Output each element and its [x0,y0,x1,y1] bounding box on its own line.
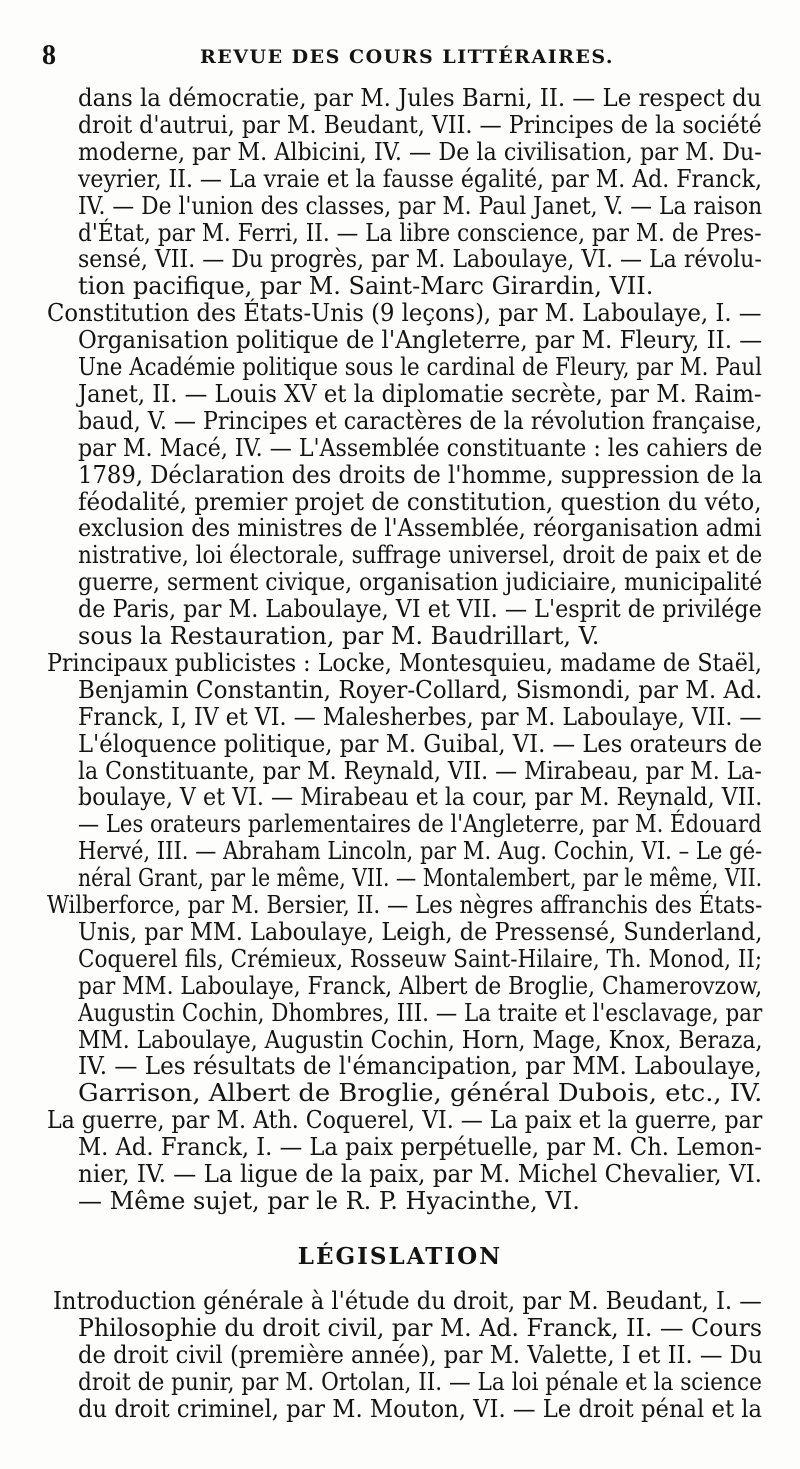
text-line: dans la démocratie, par M. Jules Barni, II. — Le respect du [78,84,762,112]
text-line: Garrison, Albert de Broglie, général Dubois, etc., IV. [78,1079,763,1108]
text-line: féodalité, premier projet de constitution, question du véto, [78,487,762,516]
text-line: nistrative, loi électorale, suffrage universel, droit de paix et de [78,541,763,570]
text-line: néral Grant, par le même, VII. — Montalembert, par le même, VII. [78,864,763,893]
text-line: Introduction générale à l'étude du droit, par M. Beudant, I. — [53,1287,762,1315]
text-line: par M. Macé, IV. — L'Assemblée constituante : les cahiers de [78,433,763,462]
text-line: par MM. Laboulaye, Franck, Albert de Broglie, Chamerovzow, [78,971,763,1000]
text-line: de Paris, par M. Laboulaye, VI et VII. — L'esprit de privilége [78,595,762,624]
text-line: Principaux publicistes : Locke, Montesquieu, madame de Staël, [47,648,762,677]
text-line: Franck, I, IV et VI. — Malesherbes, par M. Laboulaye, VII. — [78,702,762,731]
text-line: nier, IV. — La ligue de la paix, par M. Michel Chevalier, VI. [78,1160,762,1188]
text-line: sensé, VII. — Du progrès, par M. Laboulaye, VI. — La révolu- [78,245,762,274]
text-line: de droit civil (première année), par M. Valette, I et II. — Du [78,1340,763,1369]
text-line: M. Ad. Franck, I. — La paix perpétuelle, par M. Ch. Lemon- [78,1133,762,1162]
text-line: 1789, Déclaration des droits de l'homme, suppression de la [78,460,763,489]
text-line: guerre, serment civique, organisation judiciaire, municipalité [78,568,763,597]
text-line: droit d'autrui, par M. Beudant, VII. — Principes de la société [78,110,762,139]
text-line: droit de punir, par M. Ortolan, II. — La loi pénale et la science [78,1367,762,1396]
text-line: Augustin Cochin, Dhombres, III. — La traite et l'esclavage, par [78,998,763,1027]
text-line: IV. — De l'union des classes, par M. Paul Janet, V. — La raison [78,191,763,220]
text-line: Philosophie du droit civil, par M. Ad. Franck, II. — Cours [78,1313,763,1342]
text-line: sous la Restauration, par M. Baudrillart, V. [78,622,600,650]
text-line: L'éloquence politique, par M. Guibal, VI. — Les orateurs de [78,729,763,758]
page-number: 8 [42,40,56,71]
text-line: Hervé, III. — Abraham Lincoln, par M. Aug. Cochin, VI. – Le gé- [78,837,763,866]
text-line: Janet, II. — Louis XV et la diplomatie secrète, par M. Raim- [78,379,762,408]
text-line: baud, V. — Principes et caractères de la révolution française, [78,406,763,435]
text-line: MM. Laboulaye, Augustin Cochin, Horn, Mage, Knox, Beraza, [78,1025,763,1054]
text-line: Benjamin Constantin, Royer-Collard, Sismondi, par M. Ad. [78,675,763,704]
text-line: moderne, par M. Albicini, IV. — De la civilisation, par M. Du- [78,137,762,166]
text-line: IV. — Les résultats de l'émancipation, par MM. Laboulaye, [78,1052,762,1081]
text-line: La guerre, par M. Ath. Coquerel, VI. — La paix et la guerre, par [47,1106,763,1135]
running-title: REVUE DES COURS LITTÉRAIRES. [200,46,615,68]
text-line: Wilberforce, par M. Bersier, II. — Les nègres affranchis des États- [47,891,763,919]
text-line: Une Académie politique sous le cardinal de Fleury, par M. Paul [78,353,762,381]
text-line: la Constituante, par M. Reynald, VII. — Mirabeau, par M. La- [78,756,762,785]
text-line: Organisation politique de l'Angleterre, par M. Fleury, II. — [78,326,763,355]
text-line: du droit criminel, par M. Mouton, VI. — Le droit pénal et la [78,1394,763,1423]
text-line: — Les orateurs parlementaires de l'Angleterre, par M. Édouard [78,810,762,839]
text-line: exclusion des ministres de l'Assemblée, réorganisation admi [78,514,762,543]
text-line: Unis, par MM. Laboulaye, Leigh, de Pressensé, Sunderland, [78,917,763,946]
text-line: Coquerel fils, Crémieux, Rosseuw Saint-Hilaire, Th. Monod, II; [78,944,763,973]
section-heading: LÉGISLATION [297,1243,503,1270]
text-line: veyrier, II. — La vraie et la fausse égalité, par M. Ad. Franck, [78,164,762,193]
text-line: d'État, par M. Ferri, II. — La libre conscience, par M. de Pres- [78,218,762,247]
text-line: Constitution des États-Unis (9 leçons), par M. Laboulaye, I. — [47,299,762,328]
text-line: — Même sujet, par le R. P. Hyacinthe, VI. [78,1186,580,1215]
text-line: boulaye, V et VI. — Mirabeau et la cour, par M. Reynald, VII. [78,783,763,812]
text-line: tion pacifique, par M. Saint-Marc Girardin, VII. [78,272,654,301]
